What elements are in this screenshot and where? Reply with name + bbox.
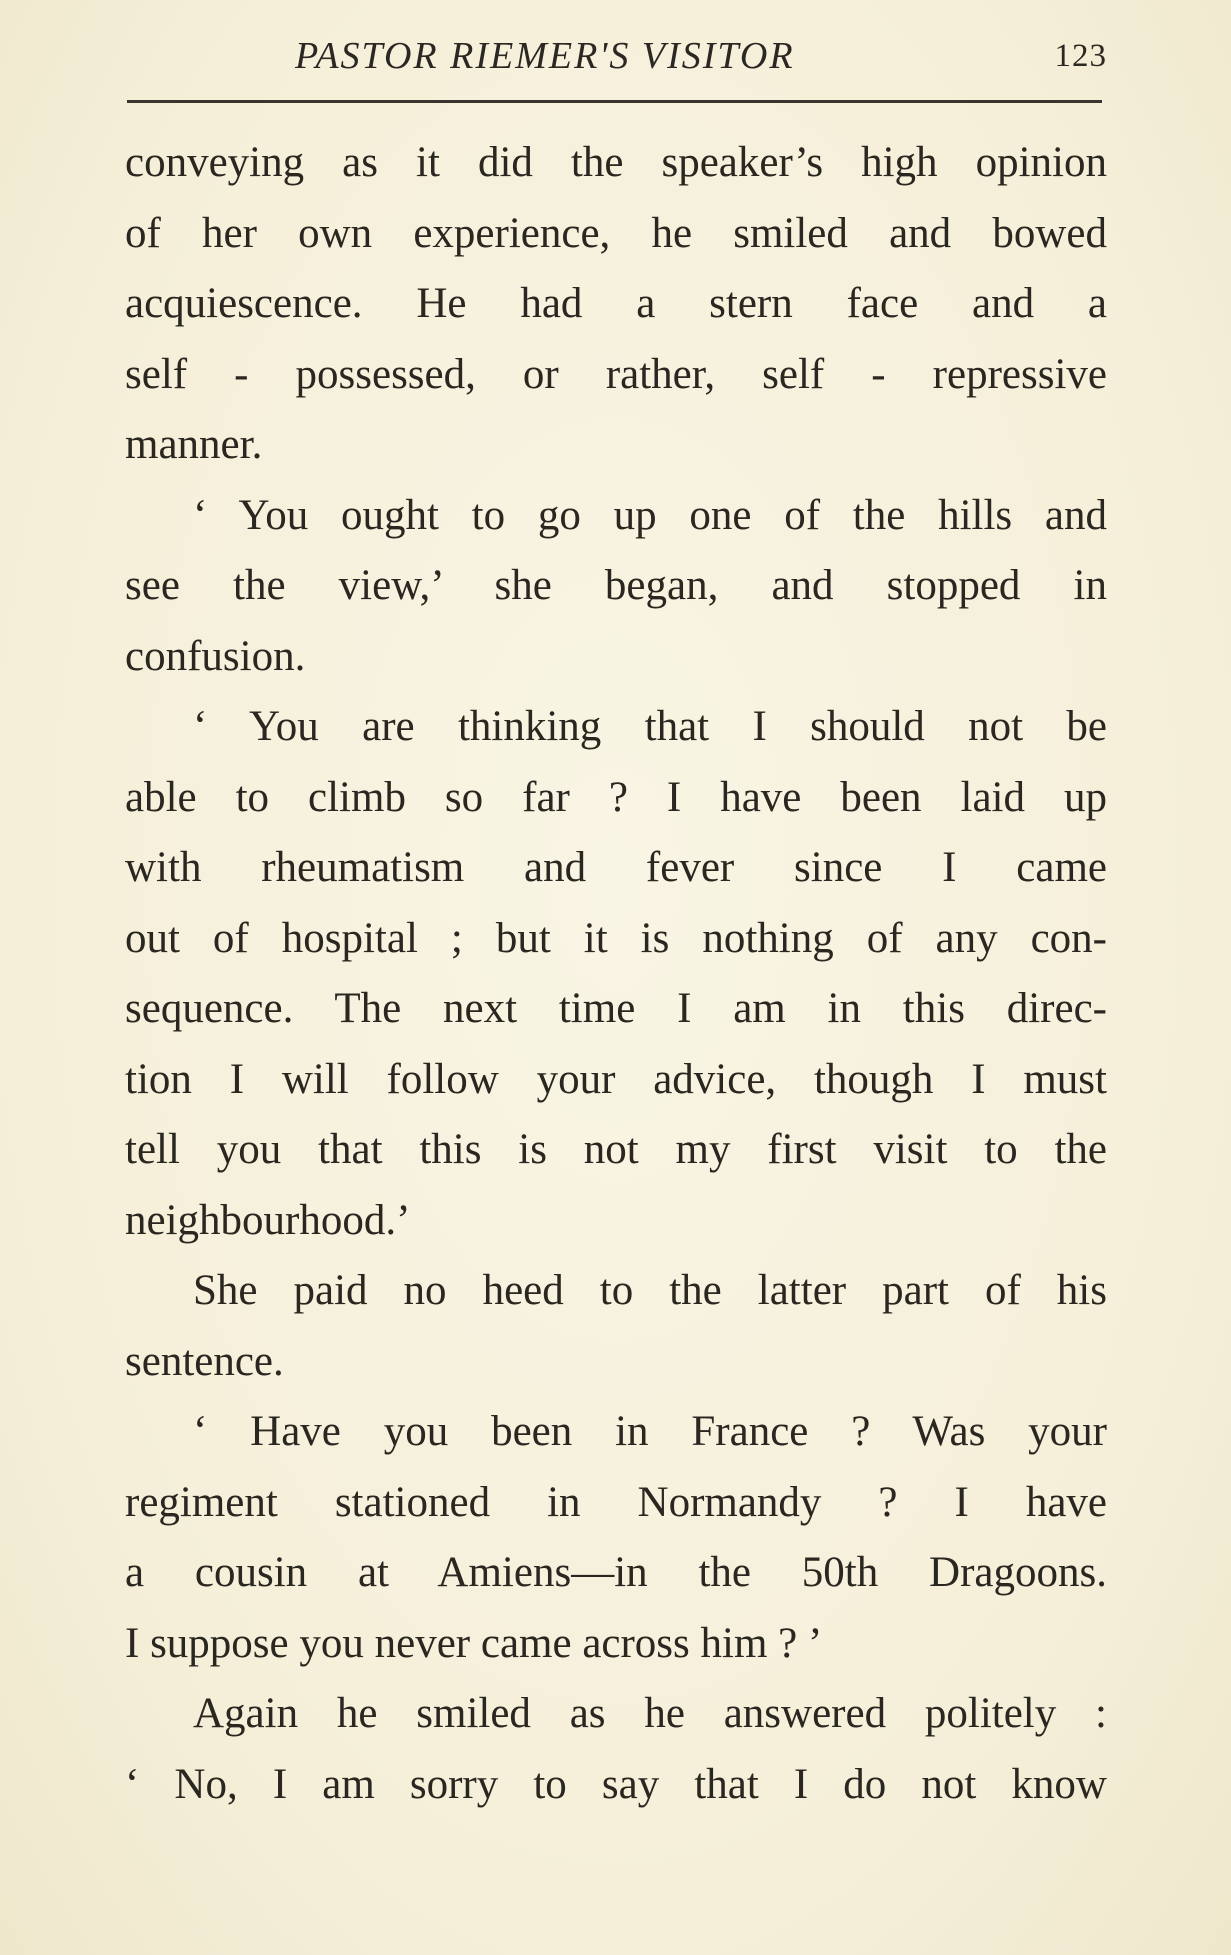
text-line: neighbourhood.’ [125,1196,411,1244]
text-line: sentence. [125,1337,284,1385]
text-line: Again he smiled as he answered politely : [193,1690,1107,1737]
text-line: ‘ You are thinking that I should not be [193,703,1107,750]
text-line: She paid no heed to the latter part of his [193,1267,1107,1314]
text-line: self - possessed, or rather, self - repressive [125,350,1107,398]
text-line: acquiescence. He had a stern face and a [125,280,1107,327]
text-line: confusion. [125,632,306,680]
text-line: with rheumatism and fever since I came [125,844,1107,891]
text-line: ‘ Have you been in France ? Was your [193,1408,1107,1455]
text-line: see the view,’ she began, and stopped in [125,562,1107,609]
text-line: I suppose you never came across him ? ’ [125,1619,823,1667]
text-line: tion I will follow your advice, though I must [125,1055,1107,1103]
text-line: manner. [125,421,263,468]
running-head-title: PASTOR RIEMER'S VISITOR [295,35,795,77]
text-line: out of hospital ; but it is nothing of any con- [125,914,1107,962]
text-body [125,128,1107,1820]
text-line: sequence. The next time I am in this direc- [125,985,1107,1032]
header-rule [127,100,1102,103]
text-line: ‘ You ought to go up one of the hills and [193,491,1107,539]
running-head [125,22,1107,82]
text-line: tell you that this is not my first visit to the [125,1126,1107,1173]
text-line: a cousin at Amiens—in the 50th Dragoons. [125,1549,1107,1596]
text-line: able to climb so far ? I have been laid up [125,773,1107,821]
text-line: ‘ No, I am sorry to say that I do not know [125,1760,1107,1808]
text-line: regiment stationed in Normandy ? I have [125,1478,1107,1526]
text-line: of her own experience, he smiled and bowed [125,209,1107,257]
page-number: 123 [1054,38,1107,74]
text-line: conveying as it did the speaker’s high opinion [125,139,1107,186]
